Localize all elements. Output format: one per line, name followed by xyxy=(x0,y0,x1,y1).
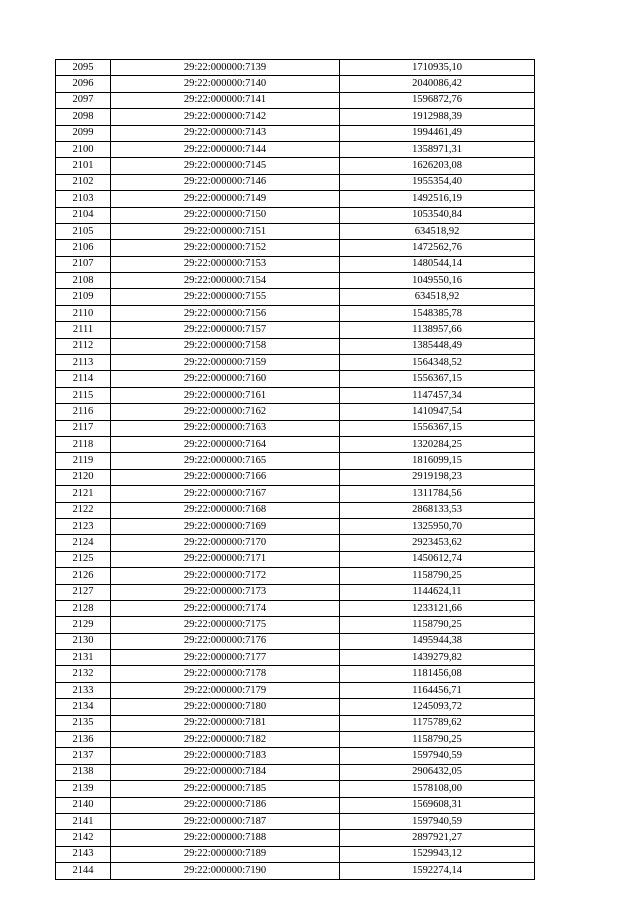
cadastral-value-cell: 1325950,70 xyxy=(340,518,535,534)
row-number-cell: 2117 xyxy=(56,420,111,436)
row-number-cell: 2096 xyxy=(56,76,111,92)
table-row xyxy=(56,453,535,469)
row-number-cell: 2109 xyxy=(56,289,111,305)
cadastral-number-cell: 29:22:000000:7163 xyxy=(111,420,340,436)
row-number-cell: 2143 xyxy=(56,846,111,862)
row-number-cell: 2126 xyxy=(56,568,111,584)
cadastral-value-cell: 1358971,31 xyxy=(340,141,535,157)
row-number-cell: 2105 xyxy=(56,223,111,239)
cadastral-number-cell: 29:22:000000:7175 xyxy=(111,617,340,633)
cadastral-value-cell: 1816099,15 xyxy=(340,453,535,469)
row-number-cell: 2104 xyxy=(56,207,111,223)
cadastral-value-cell: 1710935,10 xyxy=(340,60,535,76)
cadastral-value-cell: 1164456,71 xyxy=(340,682,535,698)
cadastral-number-cell: 29:22:000000:7141 xyxy=(111,92,340,108)
table-row xyxy=(56,813,535,829)
cadastral-value-cell: 1955354,40 xyxy=(340,174,535,190)
cadastral-number-cell: 29:22:000000:7186 xyxy=(111,797,340,813)
row-number-cell: 2138 xyxy=(56,764,111,780)
row-number-cell: 2112 xyxy=(56,338,111,354)
cadastral-number-cell: 29:22:000000:7160 xyxy=(111,371,340,387)
table-row xyxy=(56,486,535,502)
row-number-cell: 2139 xyxy=(56,781,111,797)
cadastral-value-cell: 1994461,49 xyxy=(340,125,535,141)
row-number-cell: 2106 xyxy=(56,240,111,256)
cadastral-value-cell: 1175789,62 xyxy=(340,715,535,731)
cadastral-number-cell: 29:22:000000:7176 xyxy=(111,633,340,649)
cadastral-number-cell: 29:22:000000:7177 xyxy=(111,650,340,666)
row-number-cell: 2133 xyxy=(56,682,111,698)
table-row xyxy=(56,682,535,698)
cadastral-number-cell: 29:22:000000:7164 xyxy=(111,436,340,452)
table-row xyxy=(56,174,535,190)
table-row xyxy=(56,158,535,174)
row-number-cell: 2100 xyxy=(56,141,111,157)
row-number-cell: 2125 xyxy=(56,551,111,567)
row-number-cell: 2118 xyxy=(56,436,111,452)
table-row xyxy=(56,469,535,485)
cadastral-number-cell: 29:22:000000:7189 xyxy=(111,846,340,862)
cadastral-value-cell: 1450612,74 xyxy=(340,551,535,567)
cadastral-value-cell: 1410947,54 xyxy=(340,404,535,420)
cadastral-value-cell: 1529943,12 xyxy=(340,846,535,862)
table-row xyxy=(56,797,535,813)
row-number-cell: 2122 xyxy=(56,502,111,518)
table-row xyxy=(56,732,535,748)
cadastral-number-cell: 29:22:000000:7161 xyxy=(111,387,340,403)
table-row xyxy=(56,518,535,534)
cadastral-number-cell: 29:22:000000:7166 xyxy=(111,469,340,485)
table-row xyxy=(56,633,535,649)
table-row xyxy=(56,600,535,616)
row-number-cell: 2120 xyxy=(56,469,111,485)
cadastral-number-cell: 29:22:000000:7178 xyxy=(111,666,340,682)
cadastral-number-cell: 29:22:000000:7155 xyxy=(111,289,340,305)
cadastral-value-cell: 1597940,59 xyxy=(340,813,535,829)
cadastral-value-cell: 2923453,62 xyxy=(340,535,535,551)
cadastral-number-cell: 29:22:000000:7165 xyxy=(111,453,340,469)
cadastral-value-cell: 1245093,72 xyxy=(340,699,535,715)
cadastral-value-cell: 1385448,49 xyxy=(340,338,535,354)
row-number-cell: 2144 xyxy=(56,863,111,879)
table-row xyxy=(56,76,535,92)
cadastral-value-cell: 634518,92 xyxy=(340,289,535,305)
cadastral-number-cell: 29:22:000000:7171 xyxy=(111,551,340,567)
row-number-cell: 2103 xyxy=(56,191,111,207)
cadastral-value-cell: 1311784,56 xyxy=(340,486,535,502)
cadastral-value-cell: 1144624,11 xyxy=(340,584,535,600)
cadastral-number-cell: 29:22:000000:7184 xyxy=(111,764,340,780)
table-row xyxy=(56,60,535,76)
row-number-cell: 2116 xyxy=(56,404,111,420)
cadastral-number-cell: 29:22:000000:7151 xyxy=(111,223,340,239)
cadastral-value-cell: 1053540,84 xyxy=(340,207,535,223)
row-number-cell: 2098 xyxy=(56,109,111,125)
cadastral-value-cell: 1147457,34 xyxy=(340,387,535,403)
table-row xyxy=(56,355,535,371)
cadastral-number-cell: 29:22:000000:7142 xyxy=(111,109,340,125)
table-row xyxy=(56,420,535,436)
cadastral-number-cell: 29:22:000000:7183 xyxy=(111,748,340,764)
table-row xyxy=(56,535,535,551)
table-row xyxy=(56,617,535,633)
table-row xyxy=(56,338,535,354)
table-row xyxy=(56,584,535,600)
cadastral-value-cell: 1472562,76 xyxy=(340,240,535,256)
row-number-cell: 2119 xyxy=(56,453,111,469)
table-row xyxy=(56,748,535,764)
cadastral-number-cell: 29:22:000000:7140 xyxy=(111,76,340,92)
table-row xyxy=(56,715,535,731)
cadastral-value-cell: 1492516,19 xyxy=(340,191,535,207)
row-number-cell: 2110 xyxy=(56,305,111,321)
cadastral-value-cell: 1158790,25 xyxy=(340,617,535,633)
cadastral-value-cell: 1597940,59 xyxy=(340,748,535,764)
table-row xyxy=(56,863,535,879)
table-row xyxy=(56,568,535,584)
cadastral-number-cell: 29:22:000000:7146 xyxy=(111,174,340,190)
table-row xyxy=(56,240,535,256)
cadastral-value-cell: 2040086,42 xyxy=(340,76,535,92)
cadastral-value-cell: 1181456,08 xyxy=(340,666,535,682)
cadastral-number-cell: 29:22:000000:7174 xyxy=(111,600,340,616)
row-number-cell: 2127 xyxy=(56,584,111,600)
cadastral-value-cell: 1592274,14 xyxy=(340,863,535,879)
cadastral-value-cell: 1578108,00 xyxy=(340,781,535,797)
cadastral-number-cell: 29:22:000000:7185 xyxy=(111,781,340,797)
row-number-cell: 2111 xyxy=(56,322,111,338)
row-number-cell: 2135 xyxy=(56,715,111,731)
row-number-cell: 2129 xyxy=(56,617,111,633)
cadastral-value-cell: 1495944,38 xyxy=(340,633,535,649)
row-number-cell: 2128 xyxy=(56,600,111,616)
cadastral-value-cell: 1233121,66 xyxy=(340,600,535,616)
table-row xyxy=(56,125,535,141)
table-row xyxy=(56,436,535,452)
cadastral-number-cell: 29:22:000000:7157 xyxy=(111,322,340,338)
row-number-cell: 2137 xyxy=(56,748,111,764)
cadastral-number-cell: 29:22:000000:7159 xyxy=(111,355,340,371)
cadastral-number-cell: 29:22:000000:7154 xyxy=(111,273,340,289)
cadastral-number-cell: 29:22:000000:7149 xyxy=(111,191,340,207)
table-row xyxy=(56,846,535,862)
cadastral-value-cell: 2868133,53 xyxy=(340,502,535,518)
table-row xyxy=(56,764,535,780)
table-row xyxy=(56,650,535,666)
row-number-cell: 2124 xyxy=(56,535,111,551)
cadastral-value-cell: 2897921,27 xyxy=(340,830,535,846)
cadastral-value-cell: 1480544,14 xyxy=(340,256,535,272)
row-number-cell: 2101 xyxy=(56,158,111,174)
table-row xyxy=(56,141,535,157)
cadastral-value-cell: 1556367,15 xyxy=(340,420,535,436)
row-number-cell: 2114 xyxy=(56,371,111,387)
table-row xyxy=(56,830,535,846)
cadastral-number-cell: 29:22:000000:7156 xyxy=(111,305,340,321)
cadastral-number-cell: 29:22:000000:7187 xyxy=(111,813,340,829)
cadastral-number-cell: 29:22:000000:7143 xyxy=(111,125,340,141)
cadastral-value-cell: 1626203,08 xyxy=(340,158,535,174)
cadastral-number-cell: 29:22:000000:7162 xyxy=(111,404,340,420)
cadastral-number-cell: 29:22:000000:7169 xyxy=(111,518,340,534)
cadastral-number-cell: 29:22:000000:7170 xyxy=(111,535,340,551)
cadastral-number-cell: 29:22:000000:7167 xyxy=(111,486,340,502)
cadastral-number-cell: 29:22:000000:7181 xyxy=(111,715,340,731)
table-body xyxy=(56,60,535,880)
cadastral-value-cell: 2919198,23 xyxy=(340,469,535,485)
table-row xyxy=(56,289,535,305)
cadastral-number-cell: 29:22:000000:7190 xyxy=(111,863,340,879)
row-number-cell: 2121 xyxy=(56,486,111,502)
cadastral-value-cell: 1320284,25 xyxy=(340,436,535,452)
cadastral-number-cell: 29:22:000000:7152 xyxy=(111,240,340,256)
table-row xyxy=(56,387,535,403)
row-number-cell: 2097 xyxy=(56,92,111,108)
table-row xyxy=(56,322,535,338)
cadastral-number-cell: 29:22:000000:7168 xyxy=(111,502,340,518)
cadastral-number-cell: 29:22:000000:7173 xyxy=(111,584,340,600)
table-row xyxy=(56,223,535,239)
row-number-cell: 2095 xyxy=(56,60,111,76)
row-number-cell: 2108 xyxy=(56,273,111,289)
row-number-cell: 2130 xyxy=(56,633,111,649)
row-number-cell: 2136 xyxy=(56,732,111,748)
cadastral-number-cell: 29:22:000000:7180 xyxy=(111,699,340,715)
row-number-cell: 2107 xyxy=(56,256,111,272)
cadastral-value-cell: 1548385,78 xyxy=(340,305,535,321)
table-row xyxy=(56,371,535,387)
cadastral-value-cell: 1912988,39 xyxy=(340,109,535,125)
cadastral-value-cell: 1158790,25 xyxy=(340,732,535,748)
table-row xyxy=(56,551,535,567)
cadastral-number-cell: 29:22:000000:7145 xyxy=(111,158,340,174)
cadastral-value-cell: 1138957,66 xyxy=(340,322,535,338)
row-number-cell: 2142 xyxy=(56,830,111,846)
row-number-cell: 2102 xyxy=(56,174,111,190)
cadastral-number-cell: 29:22:000000:7153 xyxy=(111,256,340,272)
table-row xyxy=(56,191,535,207)
table-row xyxy=(56,666,535,682)
cadastral-number-cell: 29:22:000000:7144 xyxy=(111,141,340,157)
cadastral-number-cell: 29:22:000000:7179 xyxy=(111,682,340,698)
cadastral-number-cell: 29:22:000000:7158 xyxy=(111,338,340,354)
cadastral-number-cell: 29:22:000000:7150 xyxy=(111,207,340,223)
cadastral-value-cell: 1439279,82 xyxy=(340,650,535,666)
table-row xyxy=(56,92,535,108)
row-number-cell: 2123 xyxy=(56,518,111,534)
table-row xyxy=(56,404,535,420)
table-row xyxy=(56,273,535,289)
row-number-cell: 2134 xyxy=(56,699,111,715)
table-row xyxy=(56,502,535,518)
row-number-cell: 2131 xyxy=(56,650,111,666)
row-number-cell: 2115 xyxy=(56,387,111,403)
row-number-cell: 2141 xyxy=(56,813,111,829)
table-row xyxy=(56,305,535,321)
row-number-cell: 2099 xyxy=(56,125,111,141)
cadastral-value-cell: 634518,92 xyxy=(340,223,535,239)
cadastral-number-cell: 29:22:000000:7188 xyxy=(111,830,340,846)
cadastral-value-cell: 1049550,16 xyxy=(340,273,535,289)
table-row xyxy=(56,781,535,797)
row-number-cell: 2132 xyxy=(56,666,111,682)
cadastral-value-cell: 1556367,15 xyxy=(340,371,535,387)
row-number-cell: 2113 xyxy=(56,355,111,371)
row-number-cell: 2140 xyxy=(56,797,111,813)
table-row xyxy=(56,699,535,715)
cadastral-value-cell: 1158790,25 xyxy=(340,568,535,584)
cadastral-value-table xyxy=(55,59,535,880)
cadastral-number-cell: 29:22:000000:7182 xyxy=(111,732,340,748)
table-row xyxy=(56,109,535,125)
cadastral-value-cell: 1564348,52 xyxy=(340,355,535,371)
cadastral-number-cell: 29:22:000000:7172 xyxy=(111,568,340,584)
cadastral-value-cell: 2906432,05 xyxy=(340,764,535,780)
cadastral-value-cell: 1569608,31 xyxy=(340,797,535,813)
cadastral-number-cell: 29:22:000000:7139 xyxy=(111,60,340,76)
table-row xyxy=(56,256,535,272)
cadastral-value-cell: 1596872,76 xyxy=(340,92,535,108)
table-row xyxy=(56,207,535,223)
